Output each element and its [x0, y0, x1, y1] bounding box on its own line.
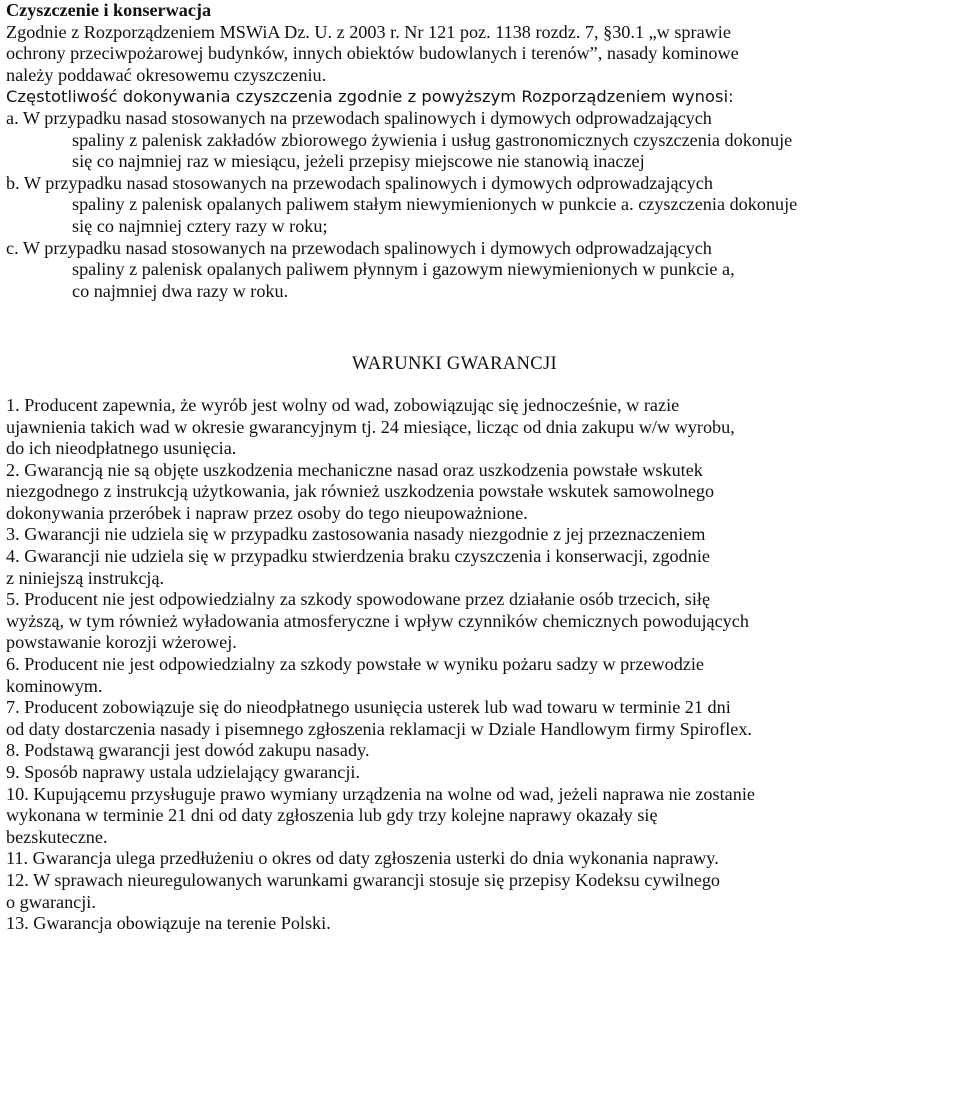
intro-line: ochrony przeciwpożarowej budynków, innych obiektów budowlanych i terenów”, nasady kominowe — [6, 43, 739, 64]
warranty-line: 2. Gwarancją nie są objęte uszkodzenia mechaniczne nasad oraz uszkodzenia powstałe wskutek — [6, 459, 703, 480]
list-item — [6, 108, 956, 173]
list-marker: a. — [6, 107, 19, 128]
list-item-line: się co najmniej raz w miesiącu, jeżeli przepisy miejscowe nie stanowią inaczej — [72, 151, 645, 172]
warranty-line: kominowym. — [6, 675, 103, 696]
list-item-line: spaliny z palenisk opalanych paliwem stałym niewymienionych w punkcie a. czyszczenia dokonuje — [72, 194, 798, 215]
warranty-line: wyższą, w tym również wyładowania atmosferyczne i wpływ czynników chemicznych powodujących — [6, 610, 749, 631]
list-item-line: co najmniej dwa razy w roku. — [72, 280, 289, 301]
warranty-line: 5. Producent nie jest odpowiedzialny za szkody spowodowane przez działanie osób trzecich, siłę — [6, 589, 711, 610]
warranty-line: do ich nieodpłatnego usunięcia. — [6, 438, 237, 459]
list-item-line: spaliny z palenisk opalanych paliwem płynnym i gazowym niewymienionych w punkcie a, — [72, 259, 735, 280]
warranty-line: 7. Producent zobowiązuje się do nieodpłatnego usunięcia usterek lub wad towaru w terminie 21 dni — [6, 697, 731, 718]
cleaning-intro — [6, 22, 956, 87]
frequency-lead: Częstotliwość dokonywania czyszczenia zgodnie z powyższym Rozporządzeniem wynosi: — [6, 87, 734, 107]
warranty-line: 3. Gwarancji nie udziela się w przypadku zastosowania nasady niezgodnie z jej przeznaczeniem — [6, 524, 706, 545]
cleaning-title: Czyszczenie i konserwacja — [6, 0, 212, 20]
cleaning-frequency-list — [6, 108, 956, 302]
list-marker: b. — [6, 172, 20, 193]
warranty-line: 1. Producent zapewnia, że wyrób jest wolny od wad, zobowiązując się jednocześnie, w razie — [6, 394, 680, 415]
list-item — [6, 173, 956, 238]
warranty-line: 6. Producent nie jest odpowiedzialny za szkody powstałe w wyniku pożaru sadzy w przewodzie — [6, 654, 704, 675]
warranty-line: o gwarancji. — [6, 891, 96, 912]
warranty-line: od daty dostarczenia nasady i pisemnego zgłoszenia reklamacji w Dziale Handlowym firmy Spiroflex. — [6, 718, 752, 739]
warranty-line: 4. Gwarancji nie udziela się w przypadku stwierdzenia braku czyszczenia i konserwacji, zgodnie — [6, 546, 710, 567]
warranty-terms — [6, 395, 956, 935]
warranty-line: ujawnienia takich wad w okresie gwarancyjnym tj. 24 miesiące, licząc od dnia zakupu w/w wyrobu, — [6, 416, 735, 437]
list-item-line: W przypadku nasad stosowanych na przewodach spalinowych i dymowych odprowadzających — [22, 237, 712, 258]
list-item-line: W przypadku nasad stosowanych na przewodach spalinowych i dymowych odprowadzających — [23, 172, 713, 193]
list-item-line: spaliny z palenisk zakładów zbiorowego żywienia i usług gastronomicznych czyszczenia dokonuje — [72, 129, 793, 150]
warranty-line: 9. Sposób naprawy ustala udzielający gwarancji. — [6, 762, 361, 782]
warranty-line: niezgodnego z instrukcją użytkowania, jak również uszkodzenia powstałe wskutek samowolnego — [6, 481, 715, 502]
warranty-line: 12. W sprawach nieuregulowanych warunkami gwarancji stosuje się przepisy Kodeksu cywilnego — [6, 869, 721, 890]
list-item-line: się co najmniej cztery razy w roku; — [72, 215, 328, 236]
warranty-line: powstawanie korozji wżerowej. — [6, 632, 237, 653]
warranty-line: dokonywania przeróbek i napraw przez osoby do tego nieupoważnione. — [6, 502, 528, 523]
warranty-line: wykonana w terminie 21 dni od daty zgłoszenia lub gdy trzy kolejne naprawy okazały się — [6, 805, 658, 826]
list-item-line: W przypadku nasad stosowanych na przewodach spalinowych i dymowych odprowadzających — [22, 107, 712, 128]
list-marker: c. — [6, 237, 19, 258]
intro-line: Zgodnie z Rozporządzeniem MSWiA Dz. U. z 2003 r. Nr 121 poz. 1138 rozdz. 7, §30.1 „w sprawie — [6, 21, 731, 42]
warranty-line: 10. Kupującemu przysługuje prawo wymiany urządzenia na wolne od wad, jeżeli naprawa nie zostanie — [6, 783, 755, 804]
warranty-line: z niniejszą instrukcją. — [6, 567, 165, 588]
warranty-line: 13. Gwarancja obowiązuje na terenie Polski. — [6, 913, 331, 934]
intro-line: należy poddawać okresowemu czyszczeniu. — [6, 64, 327, 85]
warranty-line: 8. Podstawą gwarancji jest dowód zakupu nasady. — [6, 740, 370, 761]
document-page — [6, 0, 956, 935]
warranty-line: 11. Gwarancja ulega przedłużeniu o okres od daty zgłoszenia usterki do dnia wykonania naprawy. — [6, 848, 719, 869]
warranty-title: WARUNKI GWARANCJI — [352, 353, 557, 375]
list-item — [6, 238, 956, 303]
warranty-line: bezskuteczne. — [6, 826, 108, 847]
